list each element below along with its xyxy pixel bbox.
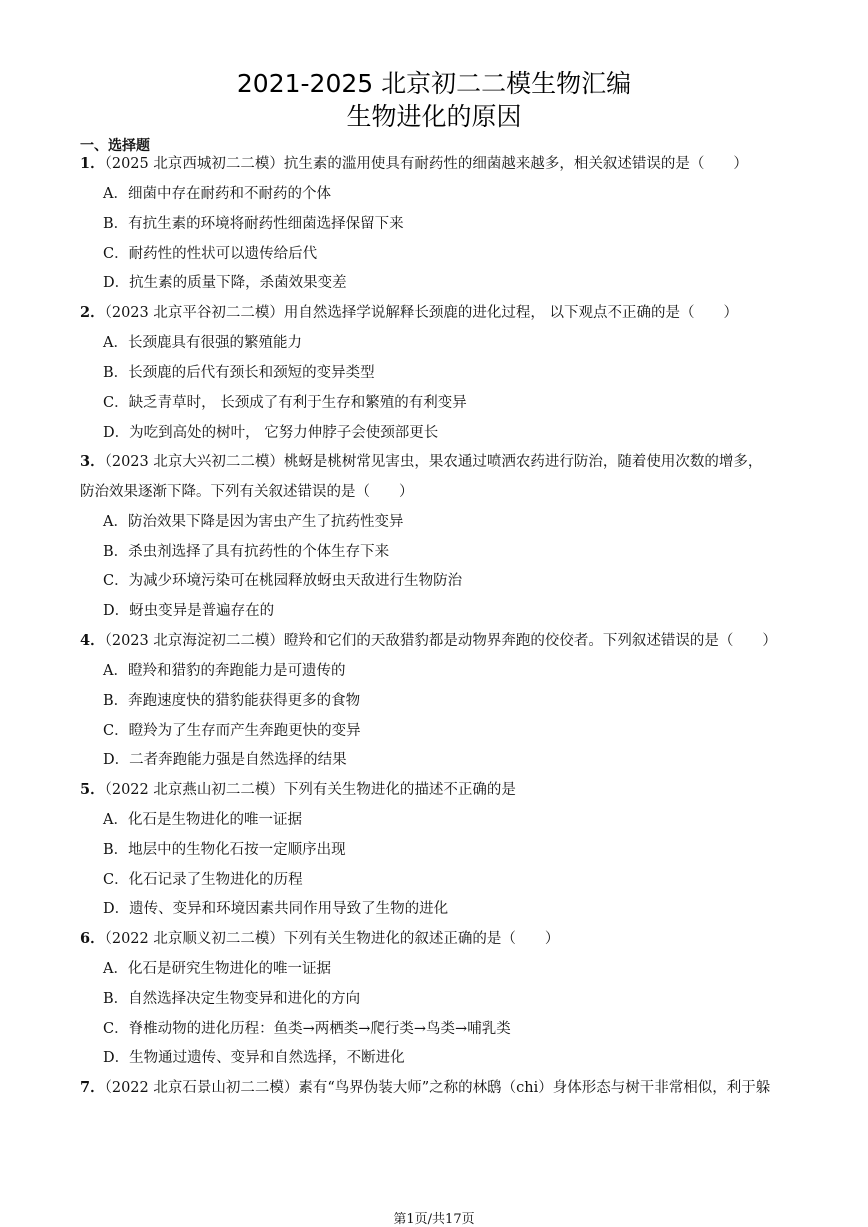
question-number: 3． (80, 453, 105, 470)
option-b: B．长颈鹿的后代有颈长和颈短的变异类型 (103, 365, 375, 381)
question-number: 7． (80, 1079, 105, 1096)
question-stem: 下列有关生物进化的描述不正确的是 (283, 782, 516, 798)
question-number: 5． (80, 781, 105, 798)
question-stem-continued: 防治效果逐渐下降。下列有关叙述错误的是（ ） (80, 484, 414, 500)
option-b: B．奔跑速度快的猎豹能获得更多的食物 (103, 693, 361, 709)
question-stem: 瞪羚和它们的天敌猎豹都是动物界奔跑的佼佼者。下列叙述错误的是（ ） (283, 633, 777, 649)
question-source: （2022 北京石景山初二二模） (104, 1080, 299, 1096)
question-3 (80, 452, 762, 472)
question-stem: 抗生素的滥用使具有耐药性的细菌越来越多，相关叙述错误的是（ ） (283, 156, 748, 172)
option-a: A．细菌中存在耐药和不耐药的个体 (103, 186, 331, 202)
option-b: B．杀虫剂选择了具有抗药性的个体生存下来 (103, 544, 390, 560)
question-source: （2023 北京海淀初二二模） (104, 633, 284, 649)
question-number: 6． (80, 930, 105, 947)
question-source: （2023 北京大兴初二二模） (104, 454, 284, 470)
question-number: 2． (80, 304, 105, 321)
question-5 (80, 780, 516, 800)
option-c: C．为减少环境污染可在桃园释放蚜虫天敌进行生物防治 (103, 573, 463, 589)
option-b: B．自然选择决定生物变异和进化的方向 (103, 991, 361, 1007)
page-footer: 第1页/共17页 (393, 1212, 475, 1227)
option-d: D．遗传、变异和环境因素共同作用导致了生物的进化 (103, 901, 449, 917)
question-stem: 素有“鸟界伪装大师”之称的林鸱（chi）身体形态与树干非常相似，利于躲 (298, 1080, 771, 1096)
question-4 (80, 631, 777, 651)
question-source: （2025 北京西城初二二模） (104, 156, 284, 172)
question-number: 4． (80, 632, 105, 649)
option-b: B．有抗生素的环境将耐药性细菌选择保留下来 (103, 216, 404, 232)
option-d: D．生物通过遗传、变异和自然选择，不断进化 (103, 1050, 405, 1066)
option-d: D．为吃到高处的树叶， 它努力伸脖子会使颈部更长 (103, 425, 439, 441)
question-stem: 用自然选择学说解释长颈鹿的进化过程， 以下观点不正确的是（ ） (283, 305, 738, 321)
option-b: B．地层中的生物化石按一定顺序出现 (103, 842, 346, 858)
option-c: C．耐药性的性状可以遗传给后代 (103, 246, 318, 262)
option-c: C．缺乏青草时， 长颈成了有利于生存和繁殖的有利变异 (103, 395, 467, 411)
question-source: （2022 北京燕山初二二模） (104, 782, 284, 798)
question-2 (80, 303, 738, 323)
question-source: （2022 北京顺义初二二模） (104, 931, 284, 947)
option-d: D．二者奔跑能力强是自然选择的结果 (103, 752, 347, 768)
option-a: A．长颈鹿具有很强的繁殖能力 (103, 335, 302, 351)
question-stem: 桃蚜是桃树常见害虫，果农通过喷洒农药进行防治，随着使用次数的增多， (283, 454, 763, 470)
question-source: （2023 北京平谷初二二模） (104, 305, 284, 321)
option-c: C．化石记录了生物进化的历程 (103, 872, 303, 888)
option-a: A．化石是研究生物进化的唯一证据 (103, 961, 331, 977)
question-7 (80, 1078, 770, 1098)
option-d: D．蚜虫变异是普遍存在的 (103, 603, 275, 619)
section-heading: 一、选择题 (80, 138, 150, 154)
option-a: A．瞪羚和猎豹的奔跑能力是可遗传的 (103, 663, 346, 679)
document-title: 2021-2025 北京初二二模生物汇编 (236, 69, 632, 98)
option-a: A．化石是生物进化的唯一证据 (103, 812, 302, 828)
option-a: A．防治效果下降是因为害虫产生了抗药性变异 (103, 514, 404, 530)
option-c: C．脊椎动物的进化历程：鱼类→两栖类→爬行类→鸟类→哺乳类 (103, 1021, 511, 1037)
question-number: 1． (80, 155, 105, 172)
document-subtitle: 生物进化的原因 (346, 102, 522, 131)
question-6 (80, 929, 559, 949)
option-d: D．抗生素的质量下降，杀菌效果变差 (103, 275, 347, 291)
option-c: C．瞪羚为了生存而产生奔跑更快的变异 (103, 723, 361, 739)
question-stem: 下列有关生物进化的叙述正确的是（ ） (283, 931, 560, 947)
question-1 (80, 154, 748, 174)
